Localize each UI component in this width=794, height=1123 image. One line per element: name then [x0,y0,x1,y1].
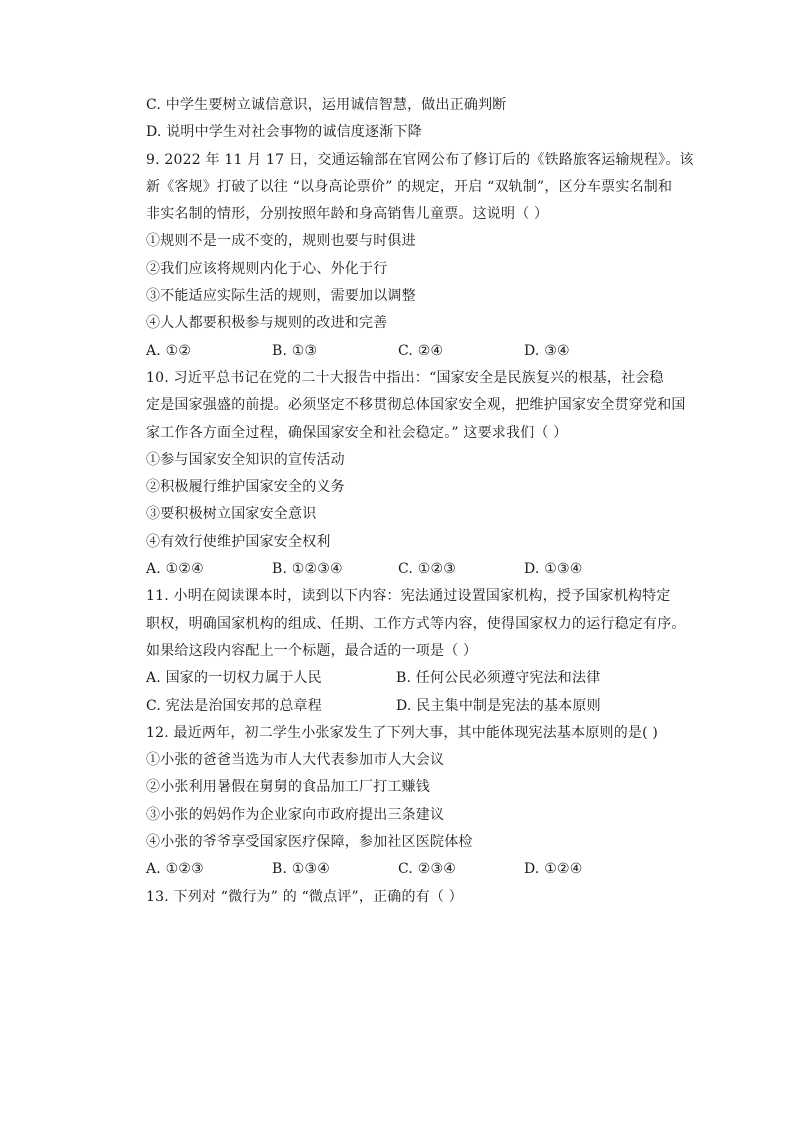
question-12-statement-2: ②小张利用暑假在舅舅的食品加工厂打工赚钱 [146,779,430,796]
exam-page [146,92,694,911]
question-9-options [146,338,686,365]
question-10-statement-3: ③要积极树立国家安全意识 [146,506,317,523]
question-10-stem-line-2: 定是国家强盛的前提。必须坚定不移贯彻总体国家安全观，把维护国家安全贯穿党和国 [146,397,686,414]
question-9-stem-line-3: 非实名制的情形，分别按照年龄和身高销售儿童票。这说明（ ） [146,206,549,223]
question-12-options [146,856,686,883]
question-10-option-d: D. ①③④ [524,561,583,578]
question-9-statement-2: ②我们应该将规则内化于心、外化于行 [146,260,388,277]
question-9-stem-line-1: 9. 2022 年 11 月 17 日，交通运输部在官网公布了修订后的《铁路旅客运输规程》。该 [146,151,694,168]
question-12-stem-line-1: 12. 最近两年，初二学生小张家发生了下列大事，其中能体现宪法基本原则的是( ) [146,724,659,741]
question-11-stem-line-2: 职权，明确国家机构的组成、任期、工作方式等内容，使得国家权力的运行稳定有序。 [146,615,686,632]
prev-option-c: C. 中学生要树立诚信意识，运用诚信智慧，做出正确判断 [146,97,507,113]
question-12 [146,720,686,884]
question-13-stem-line-1: 13. 下列对 “微行为” 的 “微点评”，正确的有（ ） [146,888,463,905]
question-12-statement-1: ①小张的爸爸当选为市人大代表参加市人大会议 [146,752,445,769]
question-10-stem-line-1: 10. 习近平总书记在党的二十大报告中指出：“国家安全是民族复兴的根基，社会稳 [146,369,664,386]
question-11-stem-line-3: 如果给这段内容配上一个标题，最合适的一项是（ ） [146,642,478,659]
question-12-option-d: D. ①②④ [524,861,583,878]
question-11-options-row-1 [146,665,686,692]
question-9-statement-3: ③不能适应实际生活的规则，需要加以调整 [146,288,416,305]
question-9-statement-4: ④人人都要积极参与规则的改进和完善 [146,315,388,332]
question-10-options [146,556,686,583]
question-9 [146,147,694,365]
question-11-stem-line-1: 11. 小明在阅读课本时，读到以下内容：宪法通过设置国家机构，授予国家机构特定 [146,588,671,605]
question-11-option-b: B. 任何公民必须遵守宪法和法律 [396,670,601,687]
question-10-statement-2: ②积极履行维护国家安全的义务 [146,479,345,496]
question-9-statement-1: ①规则不是一成不变的，规则也要与时俱进 [146,233,416,250]
question-12-option-c: C. ②③④ [398,861,456,878]
question-12-statement-3: ③小张的妈妈作为企业家向市政府提出三条建议 [146,806,445,823]
question-11-option-d: D. 民主集中制是宪法的基本原则 [396,697,601,714]
question-12-statement-4: ④小张的爷爷享受国家医疗保障，参加社区医院体检 [146,834,473,851]
question-9-option-b: B. ①③ [272,342,318,359]
question-12-option-b: B. ①③④ [272,861,331,878]
question-9-option-d: D. ③④ [524,342,570,359]
question-11 [146,583,686,719]
question-10-option-b: B. ①②③④ [272,561,343,578]
question-12-option-a: A. ①②③ [146,861,204,878]
question-9-option-a: A. ①② [146,342,192,359]
question-10-stem-line-3: 家工作各方面全过程，确保国家安全和社会稳定。” 这要求我们（ ） [146,424,568,441]
question-11-options-row-2 [146,693,686,720]
question-11-option-a: A. 国家的一切权力属于人民 [146,670,322,687]
question-11-option-c: C. 宪法是治国安邦的总章程 [146,697,322,714]
question-10-option-a: A. ①②④ [146,561,204,578]
question-10 [146,365,686,583]
question-10-statement-1: ①参与国家安全知识的宣传活动 [146,451,345,468]
question-9-option-c: C. ②④ [398,342,444,359]
question-9-stem-line-2: 新《客规》打破了以往 “以身高论票价” 的规定，开启 “双轨制”，区分车票实名制和 [146,178,673,195]
prev-option-d: D. 说明中学生对社会事物的诚信度逐渐下降 [146,124,422,141]
question-10-option-c: C. ①②③ [398,561,456,578]
question-10-statement-4: ④有效行使维护国家安全权利 [146,533,331,550]
question-13 [146,884,686,911]
